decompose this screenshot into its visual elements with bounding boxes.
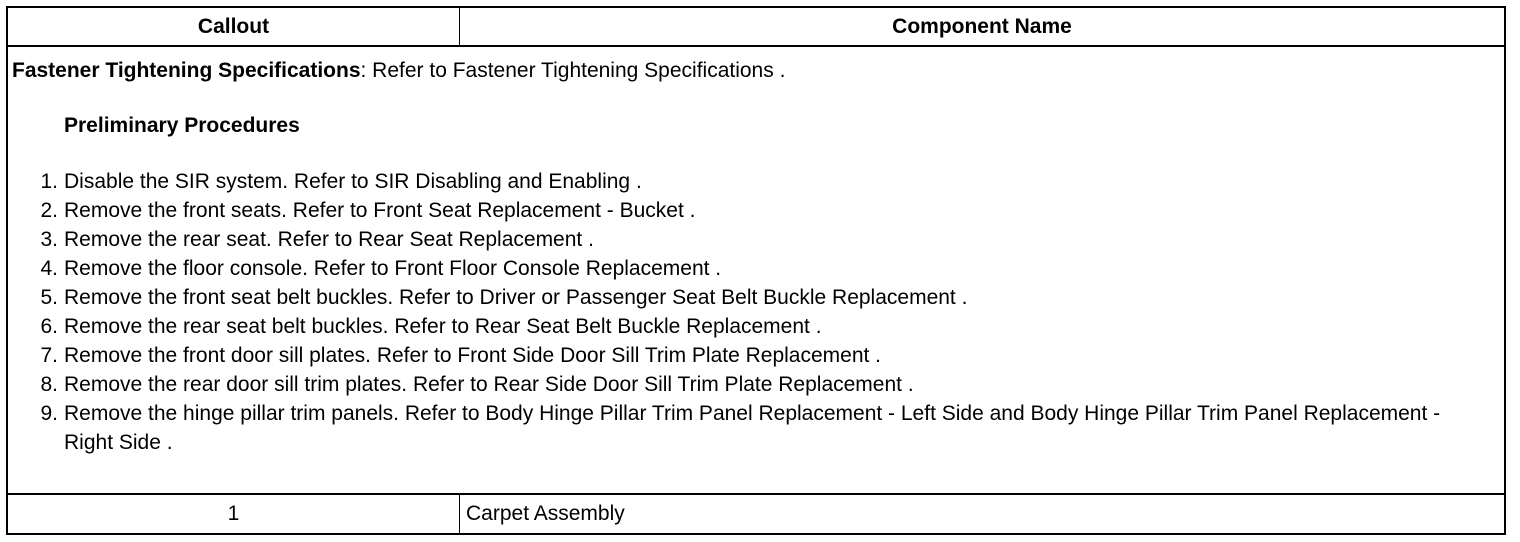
step-number: 7. <box>40 344 58 367</box>
list-item <box>12 167 1494 196</box>
preliminary-procedures-heading: Preliminary Procedures <box>64 114 300 137</box>
step-text: Remove the hinge pillar trim panels. Refer to Body Hinge Pillar Trim Panel Replacement - Left Side and Body Hinge Pillar Trim Panel Replacement - Right Side . <box>64 402 1441 454</box>
component-name-value: Carpet Assembly <box>466 502 625 525</box>
procedure-row <box>8 47 1504 495</box>
procedure-steps-list <box>12 167 1494 457</box>
step-number: 5. <box>40 286 58 309</box>
step-number: 6. <box>40 315 58 338</box>
list-item <box>12 341 1494 370</box>
step-number: 2. <box>40 199 58 222</box>
step-text: Remove the rear seat. Refer to Rear Seat Replacement . <box>64 228 594 251</box>
component-table <box>6 6 1506 535</box>
table-header-row <box>8 8 1504 47</box>
step-number: 9. <box>40 402 58 425</box>
step-text: Remove the front seat belt buckles. Refer to Driver or Passenger Seat Belt Buckle Replacement . <box>64 286 968 309</box>
step-text: Remove the floor console. Refer to Front Floor Console Replacement . <box>64 257 722 280</box>
fastener-spec-text: : Refer to Fastener Tightening Specifications . <box>360 59 786 82</box>
list-item <box>12 312 1494 341</box>
step-number: 1. <box>40 170 58 193</box>
component-name-cell <box>460 495 1504 533</box>
list-item <box>12 225 1494 254</box>
step-text: Remove the rear door sill trim plates. Refer to Rear Side Door Sill Trim Plate Replacement . <box>64 373 914 396</box>
step-text: Remove the front seats. Refer to Front Seat Replacement - Bucket . <box>64 199 696 222</box>
step-text: Disable the SIR system. Refer to SIR Disabling and Enabling . <box>64 170 642 193</box>
fastener-spec-line <box>12 58 1494 84</box>
list-item <box>12 254 1494 283</box>
procedure-content <box>12 58 1494 457</box>
step-number: 4. <box>40 257 58 280</box>
list-item <box>12 196 1494 225</box>
list-item <box>12 370 1494 399</box>
callout-cell <box>8 495 460 533</box>
callout-value: 1 <box>227 502 240 525</box>
step-number: 8. <box>40 373 58 396</box>
fastener-spec-label: Fastener Tightening Specifications <box>12 59 361 82</box>
step-text: Remove the front door sill plates. Refer to Front Side Door Sill Trim Plate Replacement . <box>64 344 882 367</box>
step-number: 3. <box>40 228 58 251</box>
step-text: Remove the rear seat belt buckles. Refer to Rear Seat Belt Buckle Replacement . <box>64 315 822 338</box>
callout-header-cell <box>8 8 460 45</box>
table-row <box>8 495 1504 533</box>
list-item <box>12 399 1494 457</box>
callout-header: Callout <box>197 14 270 38</box>
list-item <box>12 283 1494 312</box>
component-name-header: Component Name <box>892 14 1072 38</box>
component-name-header-cell <box>460 8 1504 45</box>
